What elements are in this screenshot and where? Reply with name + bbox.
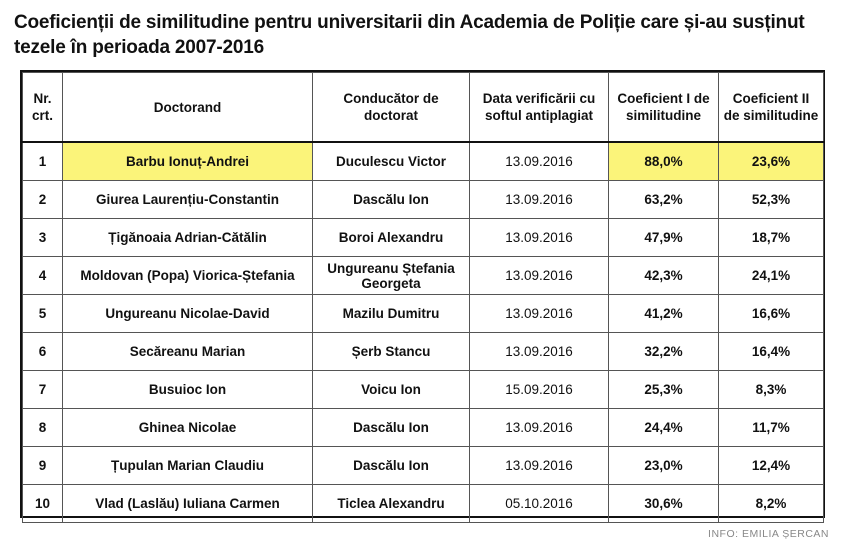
table-row bbox=[23, 219, 824, 257]
cell-coef1: 88,0% bbox=[609, 142, 719, 181]
cell-coef2: 12,4% bbox=[719, 447, 824, 485]
cell-coef1: 42,3% bbox=[609, 257, 719, 295]
cell-doctorand: Busuioc Ion bbox=[63, 371, 313, 409]
table-body bbox=[23, 142, 824, 523]
cell-doctorand: Ghinea Nicolae bbox=[63, 409, 313, 447]
table-row bbox=[23, 257, 824, 295]
cell-conducator: Mazilu Dumitru bbox=[313, 295, 470, 333]
cell-data: 13.09.2016 bbox=[470, 142, 609, 181]
col-header-doctorand: Doctorand bbox=[63, 73, 313, 143]
cell-nr: 3 bbox=[23, 219, 63, 257]
cell-data: 13.09.2016 bbox=[470, 409, 609, 447]
cell-doctorand: Vlad (Laslău) Iuliana Carmen bbox=[63, 485, 313, 523]
cell-coef1: 32,2% bbox=[609, 333, 719, 371]
cell-coef1: 41,2% bbox=[609, 295, 719, 333]
col-header-conducator: Conducător de doctorat bbox=[313, 73, 470, 143]
cell-conducator: Dascălu Ion bbox=[313, 447, 470, 485]
cell-nr: 10 bbox=[23, 485, 63, 523]
cell-nr: 5 bbox=[23, 295, 63, 333]
cell-data: 13.09.2016 bbox=[470, 181, 609, 219]
cell-doctorand: Secăreanu Marian bbox=[63, 333, 313, 371]
cell-doctorand: Giurea Laurențiu-Constantin bbox=[63, 181, 313, 219]
cell-nr: 8 bbox=[23, 409, 63, 447]
cell-coef2: 11,7% bbox=[719, 409, 824, 447]
cell-coef1: 63,2% bbox=[609, 181, 719, 219]
cell-data: 13.09.2016 bbox=[470, 447, 609, 485]
cell-coef2: 16,6% bbox=[719, 295, 824, 333]
table-row bbox=[23, 295, 824, 333]
cell-conducator: Voicu Ion bbox=[313, 371, 470, 409]
cell-doctorand: Țigănoaia Adrian-Cătălin bbox=[63, 219, 313, 257]
cell-coef2: 8,2% bbox=[719, 485, 824, 523]
table-row bbox=[23, 371, 824, 409]
cell-conducator: Boroi Alexandru bbox=[313, 219, 470, 257]
cell-coef1: 23,0% bbox=[609, 447, 719, 485]
col-header-coef2: Coeficient II de similitudine bbox=[719, 73, 824, 143]
cell-coef2: 52,3% bbox=[719, 181, 824, 219]
cell-coef2: 8,3% bbox=[719, 371, 824, 409]
col-header-data: Data verificării cu softul antiplagiat bbox=[470, 73, 609, 143]
cell-coef2: 23,6% bbox=[719, 142, 824, 181]
table-row bbox=[23, 409, 824, 447]
cell-conducator: Ticlea Alexandru bbox=[313, 485, 470, 523]
cell-coef1: 30,6% bbox=[609, 485, 719, 523]
cell-nr: 2 bbox=[23, 181, 63, 219]
cell-nr: 9 bbox=[23, 447, 63, 485]
table-header-row bbox=[23, 73, 824, 143]
cell-data: 13.09.2016 bbox=[470, 295, 609, 333]
cell-coef1: 47,9% bbox=[609, 219, 719, 257]
source-credit: INFO: EMILIA ȘERCAN bbox=[708, 528, 829, 540]
cell-doctorand: Barbu Ionuț-Andrei bbox=[63, 142, 313, 181]
table-row bbox=[23, 142, 824, 181]
cell-conducator: Șerb Stancu bbox=[313, 333, 470, 371]
table-row bbox=[23, 181, 824, 219]
similarity-table bbox=[20, 70, 825, 518]
cell-coef2: 24,1% bbox=[719, 257, 824, 295]
cell-data: 15.09.2016 bbox=[470, 371, 609, 409]
cell-conducator: Dascălu Ion bbox=[313, 409, 470, 447]
cell-coef1: 24,4% bbox=[609, 409, 719, 447]
cell-coef2: 18,7% bbox=[719, 219, 824, 257]
cell-conducator: Duculescu Victor bbox=[313, 142, 470, 181]
cell-coef2: 16,4% bbox=[719, 333, 824, 371]
cell-nr: 1 bbox=[23, 142, 63, 181]
cell-data: 13.09.2016 bbox=[470, 257, 609, 295]
cell-data: 05.10.2016 bbox=[470, 485, 609, 523]
cell-coef1: 25,3% bbox=[609, 371, 719, 409]
cell-doctorand: Ungureanu Nicolae-David bbox=[63, 295, 313, 333]
cell-nr: 4 bbox=[23, 257, 63, 295]
cell-data: 13.09.2016 bbox=[470, 333, 609, 371]
cell-nr: 6 bbox=[23, 333, 63, 371]
cell-nr: 7 bbox=[23, 371, 63, 409]
cell-doctorand: Țupulan Marian Claudiu bbox=[63, 447, 313, 485]
col-header-coef1: Coeficient I de similitudine bbox=[609, 73, 719, 143]
table-row bbox=[23, 333, 824, 371]
cell-doctorand: Moldovan (Popa) Viorica-Ștefania bbox=[63, 257, 313, 295]
col-header-nr: Nr. crt. bbox=[23, 73, 63, 143]
table-row bbox=[23, 447, 824, 485]
chart-title: Coeficienții de similitudine pentru universitarii din Academia de Poliție care și-au susținut tezele în perioada 2007-2016 bbox=[14, 12, 805, 58]
cell-data: 13.09.2016 bbox=[470, 219, 609, 257]
cell-conducator: Dascălu Ion bbox=[313, 181, 470, 219]
table-row bbox=[23, 485, 824, 523]
cell-conducator: Ungureanu Ștefania Georgeta bbox=[313, 257, 470, 295]
